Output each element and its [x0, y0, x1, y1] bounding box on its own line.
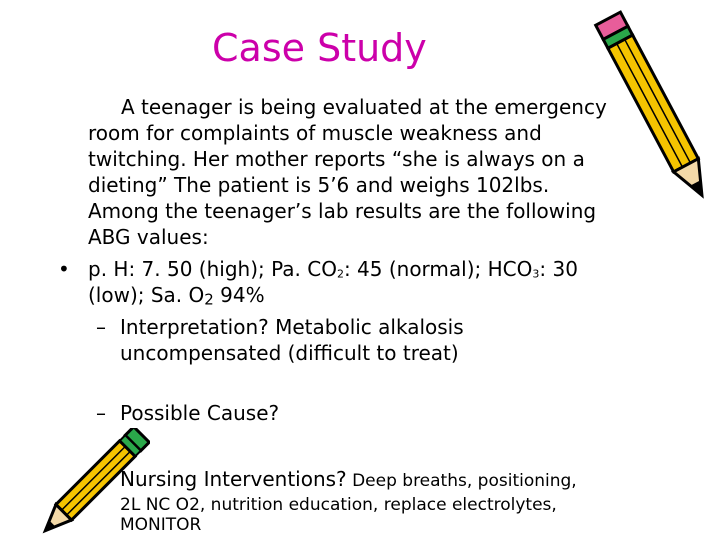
interpretation-line-1: Interpretation? Metabolic alkalosis: [120, 315, 464, 339]
dash-marker: –: [96, 315, 106, 339]
paco2-text: : 45 (normal); HCO: [343, 257, 533, 281]
nursing-line-3: MONITOR: [120, 515, 202, 535]
sao2-subscript: 2: [204, 290, 214, 309]
paragraph-line: twitching. Her mother reports “she is always on a: [88, 147, 585, 171]
paco2-subscript: 2: [336, 267, 344, 281]
nursing-line-1: [120, 466, 577, 494]
abg-bullet: [58, 256, 698, 308]
sao2-text: (low); Sa. O: [88, 283, 205, 307]
paragraph-line: room for complaints of muscle weakness and: [88, 121, 542, 145]
slide-title: Case Study: [212, 26, 427, 70]
pencil-icon-bottom-left: [40, 428, 150, 538]
abg-values-line-2: [88, 282, 265, 312]
pencil-icon-top-right: [590, 0, 720, 215]
dash-marker: –: [96, 401, 106, 425]
interpretation-line-2: uncompensated (difficult to treat): [120, 341, 459, 365]
possible-cause-text: Possible Cause?: [120, 401, 280, 425]
nursing-line-2: 2L NC O2, nutrition education, replace electrolytes,: [120, 495, 557, 515]
paragraph-line: Among the teenager’s lab results are the following: [88, 199, 597, 223]
case-paragraph: [88, 94, 668, 250]
hco3-text: : 30: [539, 257, 578, 281]
hco3-subscript: 3: [532, 267, 540, 281]
possible-cause-item: [96, 400, 396, 426]
nursing-answer: Deep breaths, positioning,: [346, 471, 577, 491]
ph-text: p. H: 7. 50 (high); Pa. CO: [88, 257, 337, 281]
paragraph-line: ABG values:: [88, 225, 209, 249]
nursing-item: [96, 466, 656, 536]
bullet-marker: •: [58, 257, 70, 281]
nursing-label: Nursing Interventions?: [120, 467, 347, 491]
paragraph-line: dieting” The patient is 5’6 and weighs 102lbs.: [88, 173, 550, 197]
paragraph-line: A teenager is being evaluated at the emergency: [121, 95, 607, 119]
interpretation-item: [96, 314, 596, 366]
sao2-value: 94%: [213, 283, 265, 307]
